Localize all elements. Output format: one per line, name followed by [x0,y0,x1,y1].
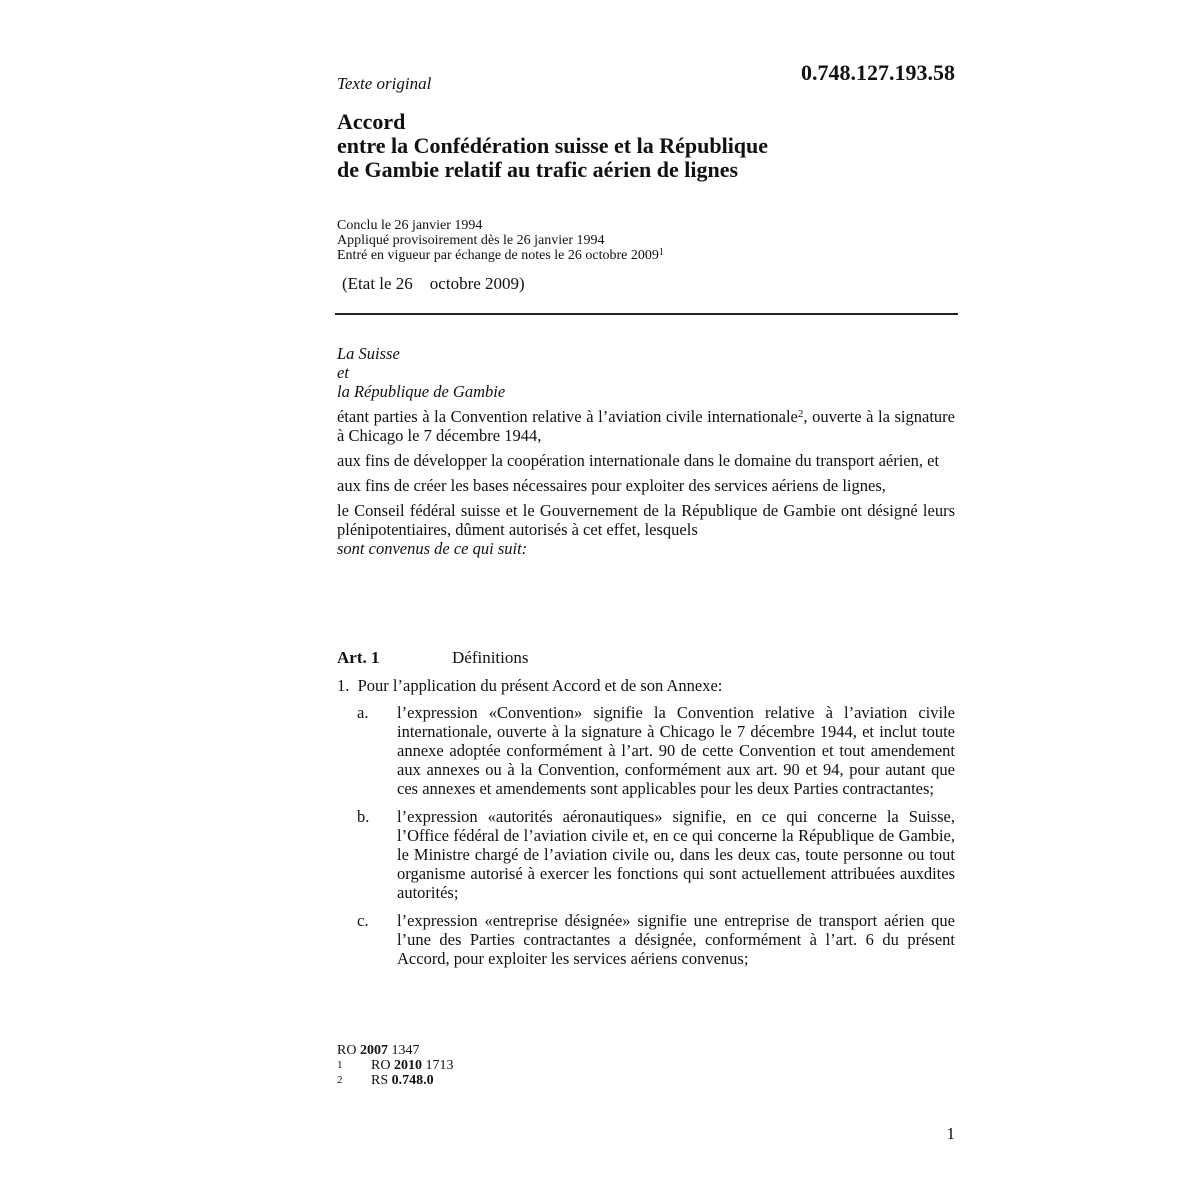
footnotes [337,1043,453,1088]
article-1-paragraph-1: 1. Pour l’application du présent Accord et de son Annexe: [337,676,723,695]
footnote-ref-1[interactable]: 1 [658,247,664,258]
list-item [355,807,955,902]
item-text: l’expression «Convention» signifie la Convention relative à l’aviation civile internationale, ouverte à la signature à Chicago le 7 décembre 1944, et inclut toute annexe adoptée conformément à l’art. 90 de cette Convention et tout amendement aux annexes ou à la Convention, conformément aux art. 90 et 94, pour autant que ces annexes et amendements sont applicables pour les deux Parties contractantes; [397,703,955,798]
party-2: la République de Gambie [337,382,506,401]
footnote-2: 2 RS 0.748.0 [337,1073,434,1088]
article-number: Art. 1 [337,648,380,667]
item-letter: c. [357,911,369,930]
footnote-mark: 2 [337,1074,343,1086]
document-meta [337,218,664,263]
page-number: 1 [946,1124,955,1143]
item-text: l’expression «entreprise désignée» signifie une entreprise de transport aérien que l’une des Parties contractantes a désignée, conformément à l’art. 6 du présent Accord, pour exploiter les services aériens convenus; [397,911,955,968]
footnote-ref-2[interactable]: 2 [797,408,804,420]
item-text: l’expression «autorités aéronautiques» signifie, en ce qui concerne la Suisse, l’Office fédéral de l’aviation civile et, en ce qui concerne la République de Gambie, le Ministre chargé de l’aviation civile ou, dans les deux cas, toute personne ou tout organisme autorisé à exercer les fonctions qui sont actuellement attribuées auxdites autorités; [397,807,955,902]
agreement-clause: sont convenus de ce qui suit: [337,539,528,558]
party-1: La Suisse [337,344,400,363]
title-line-2: entre la Confédération suisse et la République [337,133,769,158]
article-1-heading [337,648,529,668]
preamble-paragraph-4: le Conseil fédéral suisse et le Gouvernement de la République de Gambie ont désigné leurs plénipotentiaires, dûment autorisés à cet effet, lesquels [337,501,955,539]
document-title [337,110,957,182]
preamble-paragraph-2: aux fins de développer la coopération internationale dans le domaine du transport aérien, et [337,451,940,470]
applied-date: Appliqué provisoirement dès le 26 janvier 1994 [337,233,605,248]
ro-reference: RO 2007 1347 [337,1043,420,1058]
item-letter: b. [357,807,370,826]
item-letter: a. [357,703,369,722]
in-force-date: Entré en vigueur par échange de notes le 26 octobre 2009$^1$ [337,247,664,263]
definition-list [355,703,955,977]
list-item [355,703,955,798]
preamble-paragraph-1: étant parties à la Convention relative à l’aviation civile internationale$^2$, ouverte à la signature à Chicago le 7 décembre 1944, [337,407,955,445]
title-line-1: Accord [337,109,406,134]
footnote-mark: 1 [337,1059,343,1071]
list-item [355,911,955,968]
preamble [337,344,955,558]
preamble-paragraph-3: aux fins de créer les bases nécessaires pour exploiter des services aériens de lignes, [337,476,886,495]
sr-number: 0.748.127.193.58 [801,60,955,85]
footnote-1: 1 RO 2010 1713 [337,1058,454,1073]
party-conjunction: et [337,363,349,382]
header-divider [335,313,958,315]
title-line-3: de Gambie relatif au trafic aérien de lignes [337,157,739,182]
concluded-date: Conclu le 26 janvier 1994 [337,218,483,233]
original-text-label: Texte original [337,74,432,93]
article-title: Définitions [452,648,529,667]
status-date: (Etat le 26 octobre 2009) [342,274,525,293]
